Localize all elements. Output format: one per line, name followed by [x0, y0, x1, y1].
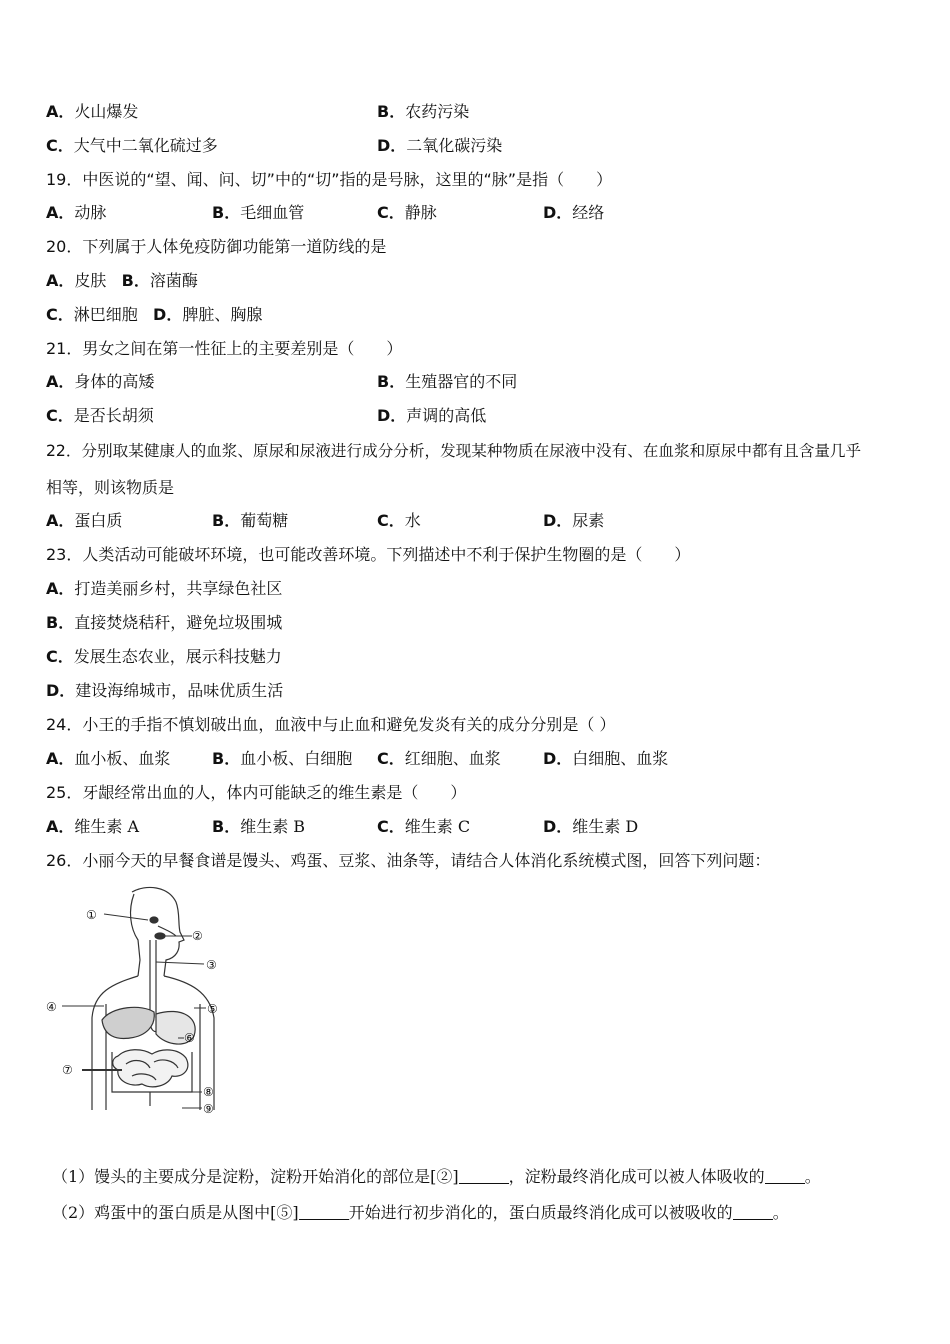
option-text: 溶菌酶 [149, 271, 198, 290]
option-label: B． [377, 372, 406, 391]
figure-label-6: ⑥ [184, 1031, 195, 1045]
figure-label-8: ⑧ [203, 1085, 214, 1099]
q25-option-a [46, 816, 139, 838]
option-label: C． [377, 749, 405, 768]
option-text: 维生素 D [572, 817, 639, 836]
figure-label-2: ② [192, 929, 203, 943]
option-text: 二氧化碳污染 [406, 136, 503, 155]
option-text: 直接焚烧秸秆，避免垃圾围城 [74, 613, 283, 632]
option-label: A． [46, 817, 75, 836]
q26-sub1-text-3: 。 [804, 1167, 821, 1186]
option-label: D． [543, 749, 573, 768]
option-text: 是否长胡须 [73, 406, 154, 425]
option-label: B． [212, 749, 241, 768]
option-text: 尿素 [572, 511, 605, 530]
option-label: A． [46, 749, 75, 768]
option-label: B． [212, 203, 241, 222]
figure-label-4: ④ [46, 1000, 57, 1014]
option-text: 维生素 A [74, 817, 140, 836]
q23-option-d [46, 680, 283, 702]
figure-label-3: ③ [206, 958, 217, 972]
q26-sub2-text-2: 开始进行初步消化的，蛋白质最终消化成可以被吸收的 [348, 1203, 733, 1222]
q20-options-ab [46, 270, 198, 292]
option-text: 脾脏、胸腺 [182, 305, 263, 324]
option-label: B． [121, 271, 150, 290]
q21-stem: 21．男女之间在第一性征上的主要差别是（ ） [46, 339, 403, 358]
q24-stem: 24．小王的手指不慎划破出血，血液中与止血和避免发炎有关的成分分别是（ ） [46, 715, 616, 734]
option-label: A． [46, 271, 75, 290]
option-text: 淋巴细胞 [73, 305, 138, 324]
q18-option-c [46, 135, 218, 157]
option-text: 火山爆发 [74, 102, 139, 121]
q18-option-d [377, 135, 502, 157]
q19-option-c [377, 202, 437, 224]
q26-sub2-text-3: 。 [772, 1203, 789, 1222]
figure-label-9: ⑨ [203, 1102, 214, 1116]
option-text: 维生素 C [404, 817, 471, 836]
option-text: 打造美丽乡村，共享绿色社区 [74, 579, 283, 598]
option-label: C． [46, 406, 74, 425]
option-text: 血小板、白细胞 [240, 749, 353, 768]
option-label: A． [46, 372, 75, 391]
option-label: A． [46, 511, 75, 530]
option-label: D． [543, 511, 573, 530]
option-text: 蛋白质 [74, 511, 123, 530]
q21-option-a [46, 371, 154, 393]
q26-sub2-blank-1[interactable] [299, 1203, 349, 1220]
option-label: C． [377, 511, 405, 530]
option-text: 动脉 [74, 203, 107, 222]
q21-option-c [46, 405, 154, 427]
option-label: C． [46, 647, 74, 666]
option-text: 建设海绵城市，品味优质生活 [75, 681, 284, 700]
q22-option-d [543, 510, 604, 532]
q20-options-cd [46, 304, 262, 326]
option-label: D． [153, 305, 183, 324]
option-label: B． [212, 817, 241, 836]
q25-stem: 25．牙龈经常出血的人，体内可能缺乏的维生素是（ ） [46, 783, 467, 802]
option-text: 水 [404, 511, 421, 530]
option-label: D． [543, 203, 573, 222]
option-text: 皮肤 [74, 271, 107, 290]
option-label: C． [377, 817, 405, 836]
q18-option-a [46, 101, 138, 123]
option-text: 生殖器官的不同 [405, 372, 518, 391]
q21-option-b [377, 371, 517, 393]
option-label: D． [377, 406, 407, 425]
q22-option-a [46, 510, 122, 532]
q26-sub2-blank-2[interactable] [733, 1203, 773, 1220]
q26-sub1-blank-2[interactable] [765, 1167, 805, 1184]
option-label: D． [46, 681, 76, 700]
option-text: 白细胞、血浆 [572, 749, 669, 768]
figure-label-5: ⑤ [207, 1002, 218, 1016]
q26-stem: 26．小丽今天的早餐食谱是馒头、鸡蛋、豆浆、油条等，请结合人体消化系统模式图，回答下列问题： [46, 851, 771, 870]
q26-sub2-text-1: （2）鸡蛋中的蛋白质是从图中[⑤] [52, 1203, 299, 1222]
option-label: B． [377, 102, 406, 121]
option-text: 毛细血管 [240, 203, 305, 222]
q19-option-a [46, 202, 106, 224]
q24-option-a [46, 748, 170, 770]
option-label: B． [212, 511, 241, 530]
q26-sub1 [52, 1166, 821, 1188]
option-label: D． [377, 136, 407, 155]
option-label: A． [46, 203, 75, 222]
option-label: C． [377, 203, 405, 222]
q24-option-c [377, 748, 501, 770]
option-text: 发展生态农业，展示科技魅力 [73, 647, 282, 666]
q26-sub1-blank-1[interactable] [459, 1167, 509, 1184]
q20-stem: 20．下列属于人体免疫防御功能第一道防线的是 [46, 237, 387, 256]
figure-label-7: ⑦ [62, 1063, 73, 1077]
option-label: B． [46, 613, 75, 632]
q23-option-a [46, 578, 282, 600]
q26-sub1-text-1: （1）馒头的主要成分是淀粉，淀粉开始消化的部位是[②] [52, 1167, 459, 1186]
q22-stem-line1: 22．分别取某健康人的血浆、原尿和尿液进行成分分析，发现某种物质在尿液中没有、在血浆和原尿中都有且含量几乎 [46, 442, 862, 460]
figure-label-1: ① [86, 908, 97, 922]
option-text: 静脉 [404, 203, 437, 222]
q25-option-c [377, 816, 470, 838]
q25-option-d [543, 816, 638, 838]
q26-sub2 [52, 1202, 789, 1224]
option-label: C． [46, 136, 74, 155]
option-label: A． [46, 579, 75, 598]
q24-option-b [212, 748, 352, 770]
option-text: 身体的高矮 [74, 372, 155, 391]
q26-sub1-text-2: ，淀粉最终消化成可以被人体吸收的 [508, 1167, 765, 1186]
option-text: 红细胞、血浆 [404, 749, 501, 768]
option-text: 维生素 B [240, 817, 306, 836]
q23-stem: 23．人类活动可能破坏环境，也可能改善环境。下列描述中不利于保护生物圈的是（ ） [46, 545, 691, 564]
option-text: 农药污染 [405, 102, 470, 121]
q23-option-c [46, 646, 282, 668]
q25-option-b [212, 816, 305, 838]
option-text: 大气中二氧化硫过多 [73, 136, 218, 155]
q22-option-b [212, 510, 288, 532]
option-text: 血小板、血浆 [74, 749, 171, 768]
option-label: A． [46, 102, 75, 121]
q19-option-b [212, 202, 304, 224]
option-label: D． [543, 817, 573, 836]
digestive-system-diagram [42, 880, 242, 1120]
q23-option-b [46, 612, 282, 634]
option-text: 声调的高低 [406, 406, 487, 425]
q19-option-d [543, 202, 604, 224]
q19-stem: 19．中医说的“望、闻、问、切”中的“切”指的是号脉，这里的“脉”是指（ ） [46, 170, 613, 189]
digestive-system-figure [42, 880, 242, 1120]
q21-option-d [377, 405, 486, 427]
option-label: C． [46, 305, 74, 324]
option-text: 经络 [572, 203, 605, 222]
option-text: 葡萄糖 [240, 511, 289, 530]
q24-option-d [543, 748, 668, 770]
q18-option-b [377, 101, 469, 123]
q22-option-c [377, 510, 421, 532]
q22-stem-line2: 相等，则该物质是 [46, 478, 175, 497]
